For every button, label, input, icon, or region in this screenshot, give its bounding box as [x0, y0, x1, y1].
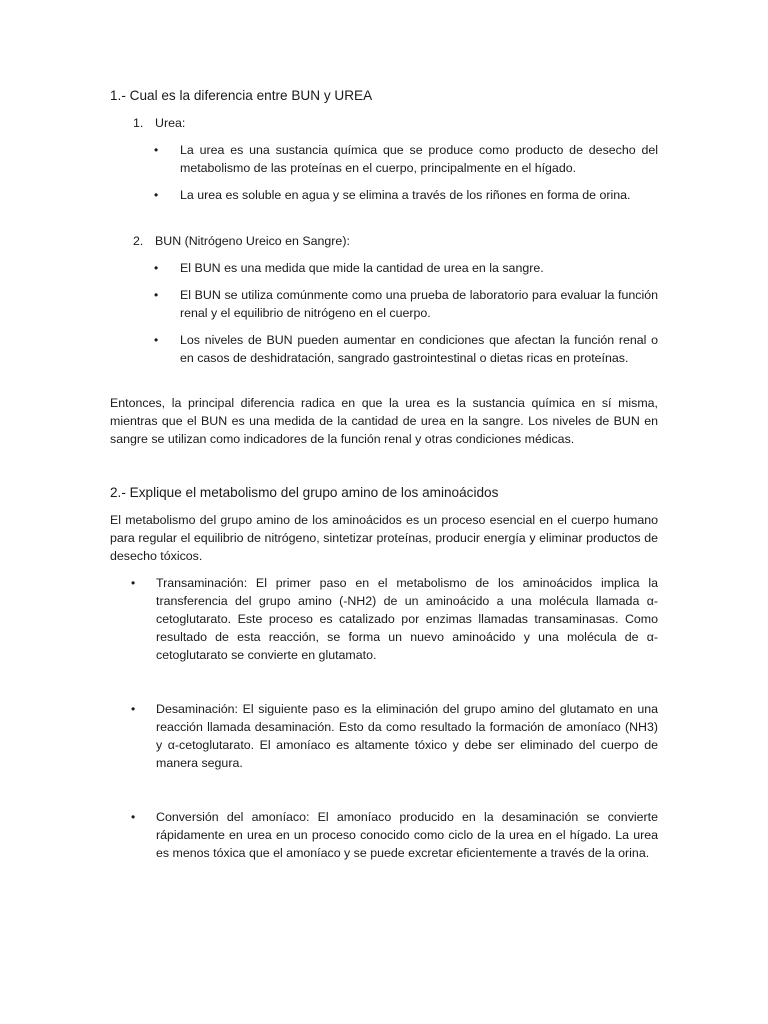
- bullet-text: Desaminación: El siguiente paso es la eliminación del grupo amino del glutamato en una reacción llamada desaminación. Esto da como resultado la formación de amoníaco (NH3) y α-cetoglutarato. El amoníaco es altamente tóxico y debe ser eliminado del cuerpo de manera segura.: [156, 702, 658, 770]
- bullet-text: La urea es una sustancia química que se produce como producto de desecho del metabolismo de las proteínas en el cuerpo, principalmente en el hígado.: [180, 143, 658, 175]
- bullet-text: La urea es soluble en agua y se elimina a través de los riñones en forma de orina.: [180, 188, 631, 202]
- bullet-text: El BUN se utiliza comúnmente como una prueba de laboratorio para evaluar la función renal y el equilibrio de nitrógeno en el cuerpo.: [180, 288, 658, 320]
- bullet-dot: •: [131, 702, 136, 716]
- bullet-bun-lab-test: [154, 286, 658, 322]
- bullet-desaminacion: [131, 700, 658, 772]
- bullet-dot: •: [154, 288, 159, 302]
- bullet-dot: •: [154, 261, 159, 275]
- bullet-dot: •: [154, 333, 159, 347]
- conclusion-paragraph: Entonces, la principal diferencia radica en que la urea es la sustancia química en sí misma, mientras que el BUN es una medida de la cantidad de urea en la sangre. Los niveles de BUN en sangre se utilizan como indicadores de la función renal y otras condiciones médicas.: [110, 396, 658, 446]
- question-1-title: 1.- Cual es la diferencia entre BUN y UREA: [110, 88, 373, 103]
- question-2-title: 2.- Explique el metabolismo del grupo amino de los aminoácidos: [110, 485, 499, 500]
- bullet-bun-levels: [154, 331, 658, 367]
- bullet-dot: •: [131, 810, 136, 824]
- bullet-urea-soluble: [154, 186, 658, 204]
- intro-paragraph: El metabolismo del grupo amino de los aminoácidos es un proceso esencial en el cuerpo humano para regular el equilibrio de nitrógeno, sintetizar proteínas, producir energía y eliminar productos de desecho tóxicos.: [110, 513, 658, 563]
- bullet-dot: •: [154, 188, 159, 202]
- bullet-dot: •: [154, 143, 159, 157]
- bullet-text: Los niveles de BUN pueden aumentar en condiciones que afectan la función renal o en casos de deshidratación, sangrado gastrointestinal o dietas ricas en proteínas.: [180, 333, 658, 365]
- item-label: BUN (Nitrógeno Ureico en Sangre):: [155, 234, 350, 248]
- bullet-dot: •: [131, 576, 136, 590]
- bullet-urea-definition: [154, 141, 658, 177]
- item-label: Urea:: [155, 116, 186, 130]
- bullet-text: Conversión del amoníaco: El amoníaco producido en la desaminación se convierte rápidamente en urea en un proceso conocido como ciclo de la urea en el hígado. La urea es menos tóxica que el amoníaco y se puede excretar eficientemente a través de la orina.: [156, 810, 658, 860]
- item-number: 1.: [133, 116, 144, 130]
- bullet-conversion-amoniaco: [131, 808, 658, 862]
- bullet-text: El BUN es una medida que mide la cantidad de urea en la sangre.: [180, 261, 544, 275]
- bullet-bun-measure: [154, 259, 658, 277]
- item-number: 2.: [133, 234, 144, 248]
- bullet-text: Transaminación: El primer paso en el metabolismo de los aminoácidos implica la transferencia del grupo amino (-NH2) de un aminoácido a una molécula llamada α-cetoglutarato. Este proceso es catalizado por enzimas llamadas transaminasas. Como resultado de esta reacción, se forma un nuevo aminoácido y una molécula de α-cetoglutarato se convierte en glutamato.: [156, 576, 658, 662]
- bullet-transaminacion: [131, 574, 658, 664]
